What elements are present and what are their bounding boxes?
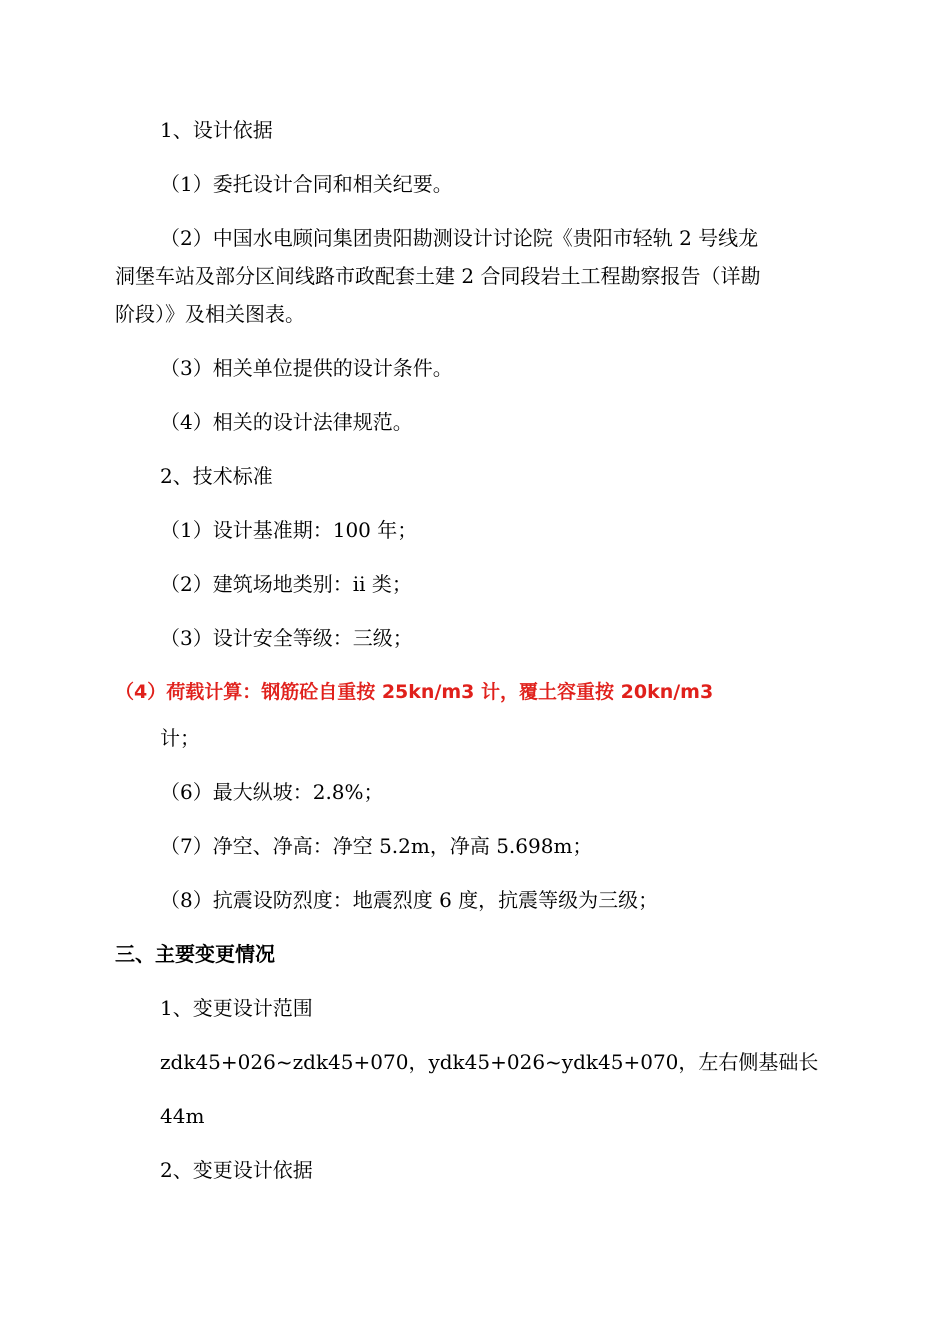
section-heading-technical-standards: 2、技术标准: [160, 464, 273, 488]
section-heading-change-scope: 1、变更设计范围: [160, 996, 313, 1020]
change-scope-text-continuation: 44m: [160, 1104, 205, 1128]
section-heading-change-basis: 2、变更设计依据: [160, 1158, 313, 1182]
list-item: （4）相关的设计法律规范。: [160, 410, 413, 434]
list-item-highlighted: （4）荷载计算：钢筋砼自重按 25kn/m3 计，覆土容重按 20kn/m3: [115, 681, 714, 703]
list-item: （1）设计基准期：100 年；: [160, 518, 418, 542]
list-item: （2）建筑场地类别：ii 类；: [160, 572, 412, 596]
list-item-continuation: 计；: [160, 726, 200, 750]
list-item: （8）抗震设防烈度：地震烈度 6 度，抗震等级为三级；: [160, 888, 659, 912]
list-item-continuation: 阶段）》及相关图表。: [115, 302, 305, 326]
list-item: （1）委托设计合同和相关纪要。: [160, 172, 453, 196]
list-item: （3）相关单位提供的设计条件。: [160, 356, 453, 380]
chapter-heading-main-changes: 三、主要变更情况: [115, 942, 275, 966]
list-item: （6）最大纵坡：2.8%；: [160, 780, 384, 804]
section-heading-design-basis: 1、设计依据: [160, 118, 273, 142]
list-item-continuation: 洞堡车站及部分区间线路市政配套土建 2 合同段岩土工程勘察报告（详勘: [115, 264, 761, 288]
list-item: （3）设计安全等级：三级；: [160, 626, 413, 650]
list-item: （7）净空、净高：净空 5.2m，净高 5.698m；: [160, 834, 593, 858]
list-item: （2）中国水电顾问集团贵阳勘测设计讨论院《贵阳市轻轨 2 号线龙: [160, 226, 759, 250]
change-scope-text: zdk45+026~zdk45+070，ydk45+026~ydk45+070，左右侧基础长: [160, 1050, 819, 1074]
